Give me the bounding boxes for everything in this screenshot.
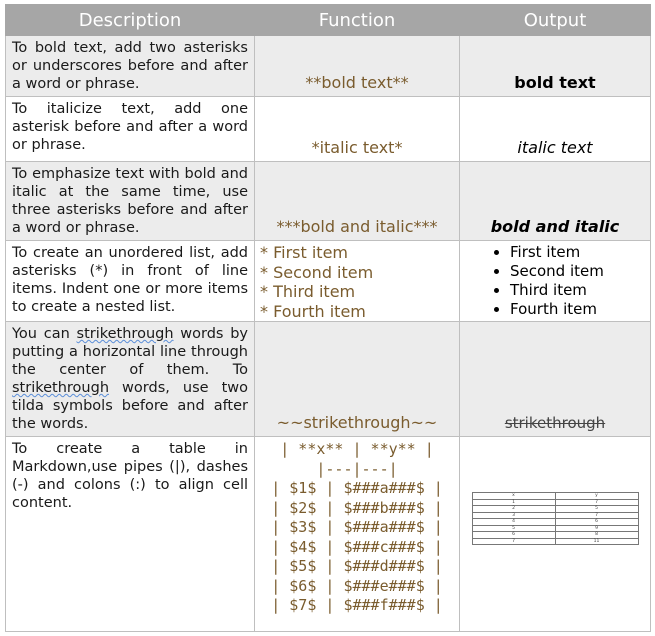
row-description: To italicize text, add one asterisk before and after a word or phrase.	[6, 97, 255, 162]
header-description: Description	[6, 5, 255, 36]
list-item: * Fourth item	[260, 301, 366, 321]
function-list	[255, 241, 459, 321]
row-function: *italic text*	[255, 97, 460, 162]
table-row	[6, 36, 651, 97]
list-item: • First item	[510, 243, 650, 262]
header-function: Function	[255, 5, 460, 36]
row-function	[255, 437, 460, 632]
table-row	[6, 437, 651, 632]
row-function: **bold text**	[255, 36, 460, 97]
table-row	[6, 162, 651, 241]
row-function: ~~strikethrough~~	[255, 322, 460, 437]
table-row	[6, 241, 651, 322]
row-output: italic text	[460, 97, 651, 162]
spellcheck-word: strikethrough	[76, 326, 174, 342]
row-output	[460, 241, 651, 322]
row-output: strikethrough	[460, 322, 651, 437]
list-item: * First item	[260, 243, 348, 262]
header-output: Output	[460, 5, 651, 36]
rendered-table-thumbnail: x y 1 7 2 5 3 7 4 6 5 9 6 8 7 11	[472, 492, 639, 545]
row-description: To bold text, add two asterisks or underscores before and after a word or phrase.	[6, 36, 255, 97]
table-row	[6, 97, 651, 162]
table-row	[6, 322, 651, 437]
output-list	[460, 241, 650, 319]
list-item: * Third item	[260, 282, 356, 301]
row-description: To create a table in Markdown,use pipes (|), dashes (-) and colons (:) to align cell content.	[6, 437, 255, 632]
spellcheck-word: strikethrough	[12, 380, 110, 396]
list-item: * Second item	[260, 262, 374, 282]
row-description: To emphasize text with bold and italic at the same time, use three asterisks before and after a word or phrase.	[6, 162, 255, 241]
header-row	[6, 5, 651, 36]
row-output: bold text	[460, 36, 651, 97]
list-item: • Fourth item	[510, 300, 650, 319]
row-output	[460, 437, 651, 632]
list-item: • Third item	[510, 281, 650, 300]
list-item: • Second item	[510, 262, 650, 281]
row-description: You can strikethrough words by putting a horizontal line through the center of them. To strikethrough words, use two tilda symbols before and after the words.	[6, 322, 255, 437]
row-function	[255, 241, 460, 322]
markdown-syntax-table	[5, 4, 651, 632]
row-output: bold and italic	[460, 162, 651, 241]
row-function: ***bold and italic***	[255, 162, 460, 241]
markdown-table-code: | **x** | **y** | |---|---| | $1$ | $###a###$ | | $2$ | $###b###$ | | $3$ | $###a###$ | | $4$ | $###c###$ | | $5$ | $###d###$ | | $6$ | $###e###$ | | $7$ | $###f###$ |	[271, 440, 443, 614]
row-description: To create an unordered list, add asterisks (*) in front of line items. Indent one or more items to create a nested list.	[6, 241, 255, 322]
